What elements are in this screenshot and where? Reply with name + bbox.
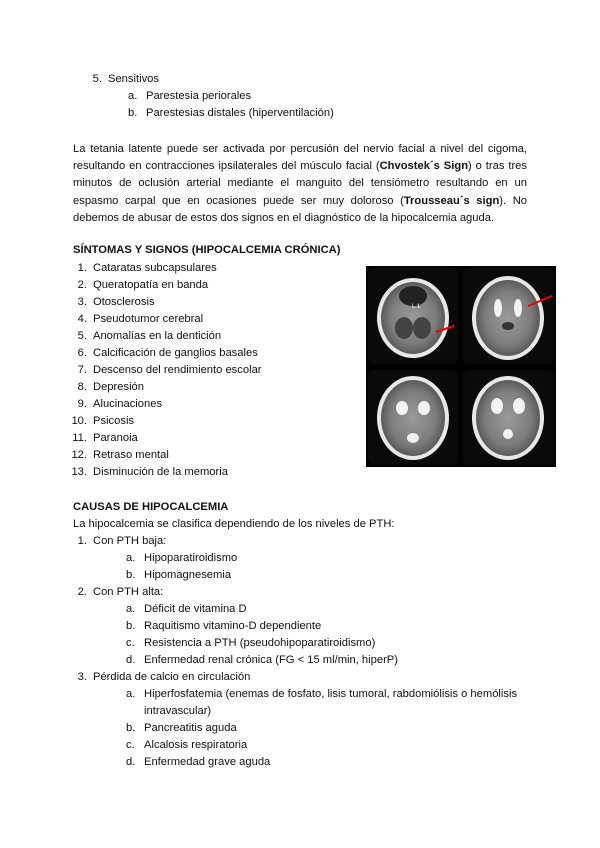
- list-item: intravascular): [144, 705, 212, 717]
- section-heading-cronica: SÍNTOMAS Y SIGNOS (HIPOCALCEMIA CRÓNICA): [73, 244, 341, 256]
- list-item: 9. Alucinaciones: [77, 398, 163, 410]
- list-item: 1. Cataratas subcapsulares: [77, 262, 217, 274]
- chvostek-sign: Chvostek´s Sign: [379, 160, 469, 173]
- list-item: a. Hipoparatiroidismo: [126, 552, 238, 564]
- list-item: a. Hiperfosfatemia (enemas de fosfato, lisis tumoral, rabdomiólisis o hemólisis: [126, 688, 518, 700]
- ct-scan-figure: [366, 266, 556, 467]
- list-item: 12. Retraso mental: [71, 449, 169, 461]
- trousseau-sign: Trousseau´s sign: [403, 194, 500, 207]
- list-item: 5. Anomalías en la dentición: [77, 330, 222, 342]
- list-item: d. Enfermedad grave aguda: [126, 756, 271, 768]
- list-item: d. Enfermedad renal crónica (FG < 15 ml/min, hiperP): [126, 654, 398, 666]
- list-item: a. Déficit de vitamina D: [126, 603, 247, 615]
- list-item: b. Hipomagnesemia: [126, 569, 232, 581]
- list-item: 10. Psicosis: [71, 415, 135, 427]
- list-item: 1. Con PTH baja:: [77, 535, 167, 547]
- list-item: b. Raquitismo vitamino-D dependiente: [126, 620, 322, 632]
- section-heading-causas: CAUSAS DE HIPOCALCEMIA: [73, 501, 229, 513]
- list-item: 3. Otosclerosis: [77, 296, 155, 308]
- causas-intro: La hipocalcemia se clasifica dependiendo de los niveles de PTH:: [73, 518, 395, 530]
- scan-label: L 1: [412, 304, 421, 310]
- list-item: 13. Disminución de la memoria: [71, 466, 228, 478]
- list-item: 7. Descenso del rendimiento escolar: [77, 364, 262, 376]
- paragraph-tetania: La tetania latente puede ser activada por percusión del nervio facial a nivel del cigoma, resultando en contracciones ipsilaterales del músculo facial (Chvostek´s Sign) o tras tres minutos de oclusión arterial mediante el manguito del tensiómetro resultando en un espasmo carpal que en ocasiones puede ser muy doloroso (Trousseau´s sign). No debemos de abusar de estos dos signos en el diagnóstico de la hipocalcemia aguda.: [73, 143, 527, 224]
- list-item: a. Parestesia periorales: [128, 90, 252, 102]
- list-item: b. Parestesias distales (hiperventilación): [128, 107, 334, 119]
- list-item: 5. Sensitivos: [92, 73, 159, 85]
- ct-scan-image: [366, 266, 556, 467]
- list-item: 2. Con PTH alta:: [77, 586, 164, 598]
- list-item: 4. Pseudotumor cerebral: [77, 313, 204, 325]
- list-item: 2. Queratopatía en banda: [77, 279, 209, 291]
- list-item: 8. Depresión: [77, 381, 144, 393]
- list-item: 11. Paranoia: [72, 432, 138, 444]
- list-item: 6. Calcificación de ganglios basales: [77, 347, 258, 359]
- list-item: c. Alcalosis respiratoria: [126, 739, 248, 751]
- list-item: c. Resistencia a PTH (pseudohipoparatiroidismo): [126, 637, 376, 649]
- list-item: b. Pancreatitis aguda: [126, 722, 237, 734]
- list-item: 3. Pérdida de calcio en circulación: [77, 671, 251, 683]
